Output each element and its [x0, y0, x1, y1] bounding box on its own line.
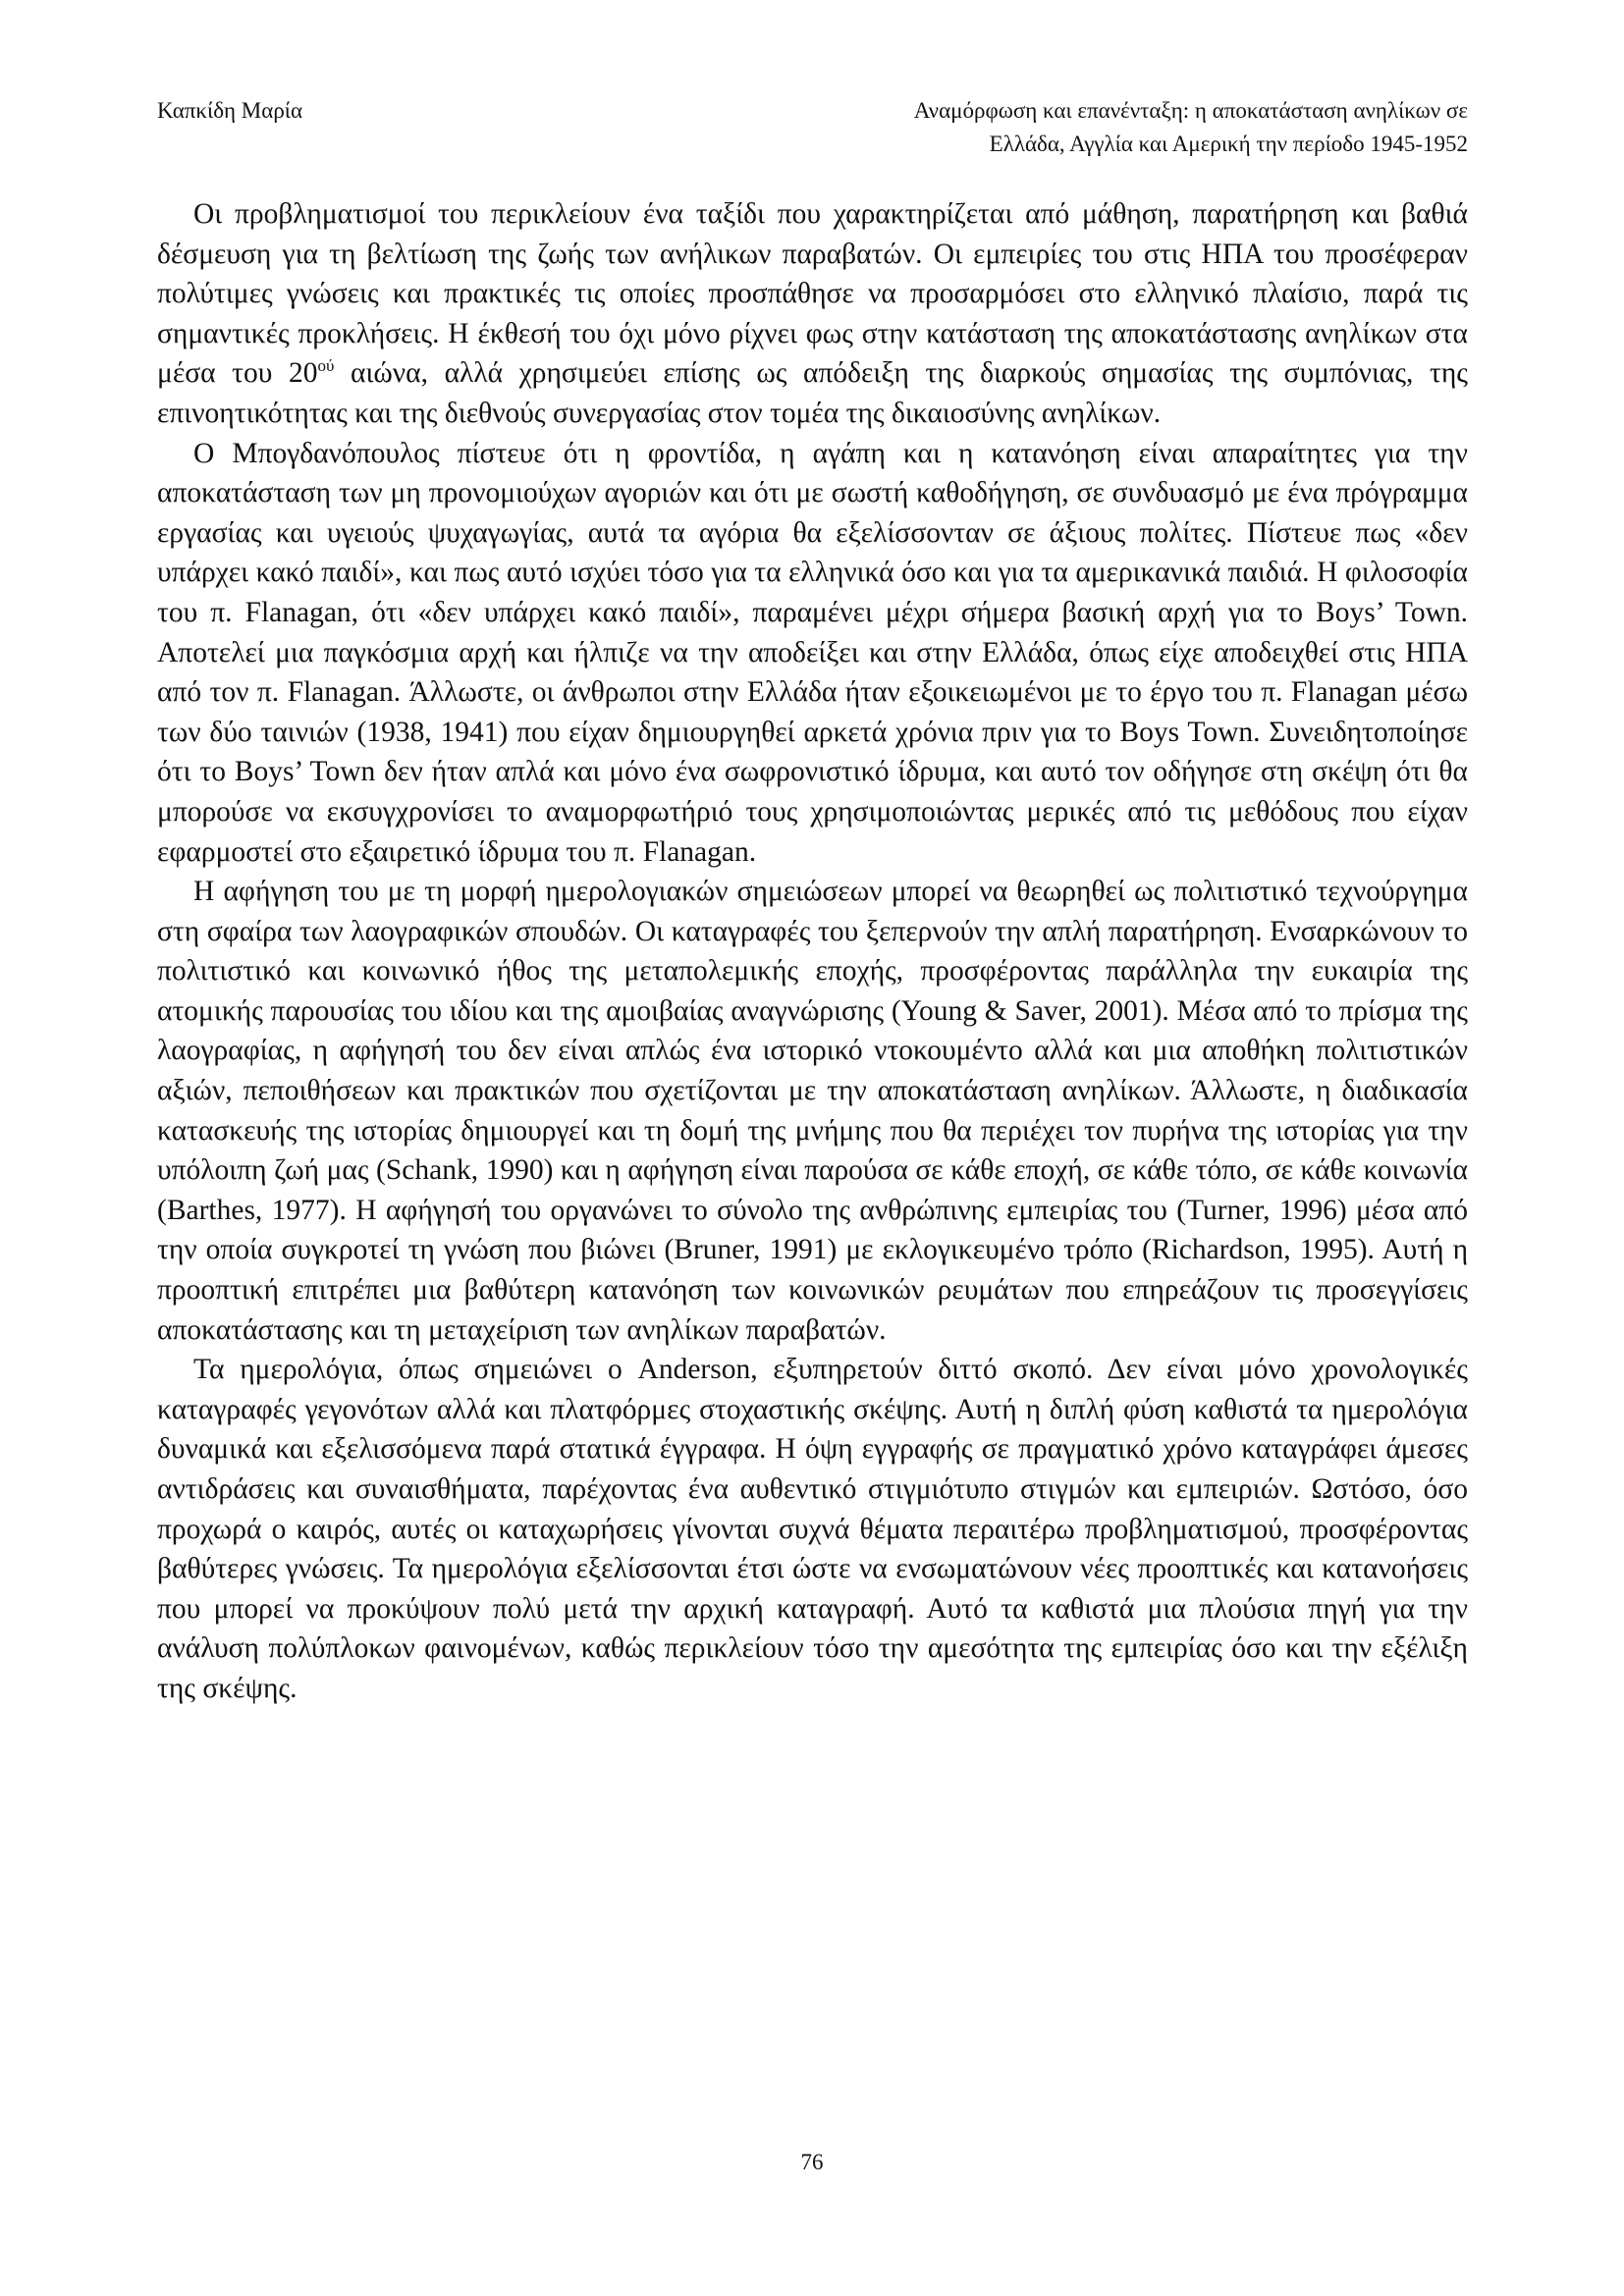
- paragraph-1-text-b: αιώνα, αλλά χρησιμεύει επίσης ως απόδειξη της διαρκούς σημασίας της συμπόνιας, της επινοητικότητας και της διεθνούς συνεργασίας στον τομέα της δικαιοσύνης ανηλίκων.: [157, 357, 1468, 429]
- header-title: [914, 94, 1468, 161]
- body-text: [157, 194, 1468, 1709]
- paragraph-1: [157, 194, 1468, 434]
- ordinal-superscript: ού: [317, 356, 335, 376]
- paragraph-1-text-a: Οι προβληματισμοί του περικλείουν ένα ταξίδι που χαρακτηρίζεται από μάθηση, παρατήρηση και βαθιά δέσμευση για τη βελτίωση της ζωής των ανήλικων παραβατών. Οι εμπειρίες του στις ΗΠΑ του προσέφεραν πολύτιμες γνώσεις και πρακτικές τις οποίες προσπάθησε να προσαρμόσει στο ελληνικό πλαίσιο, παρά τις σημαντικές προκλήσεις. Η έκθεσή του όχι μόνο ρίχνει φως στην κατάσταση της αποκατάστασης ανηλίκων στα μέσα του 20: [157, 198, 1468, 390]
- header-title-line-1: Αναμόρφωση και επανένταξη: η αποκατάσταση ανηλίκων σε: [913, 98, 1468, 123]
- paragraph-3: Η αφήγηση του με τη μορφή ημερολογιακών σημειώσεων μπορεί να θεωρηθεί ως πολιτιστικό τεχνούργημα στη σφαίρα των λαογραφικών σπουδών. Οι καταγραφές του ξεπερνούν την απλή παρατήρηση. Ενσαρκώνουν το πολιτιστικό και κοινωνικό ήθος της μεταπολεμικής εποχής, προσφέροντας παράλληλα την ευκαιρία της ατομικής παρουσίας του ιδίου και της αμοιβαίας αναγνώρισης (Young & Saver, 2001). Μέσα από το πρίσμα της λαογραφίας, η αφήγησή του δεν είναι απλώς ένα ιστορικό ντοκουμέντο αλλά και μια αποθήκη πολιτιστικών αξιών, πεποιθήσεων και πρακτικών που σχετίζονται με την αποκατάσταση ανηλίκων. Άλλωστε, η διαδικασία κατασκευής της ιστορίας δημιουργεί και τη δομή της μνήμης που θα περιέχει τον πυρήνα της ιστορίας για την υπόλοιπη ζωή μας (Schank, 1990) και η αφήγηση είναι παρούσα σε κάθε εποχή, σε κάθε τόπο, σε κάθε κοινωνία (Barthes, 1977). Η αφήγησή του οργανώνει το σύνολο της ανθρώπινης εμπειρίας του (Turner, 1996) μέσα από την οποία συγκροτεί τη γνώση που βιώνει (Bruner, 1991) με εκλογικευμένο τρόπο (Richardson, 1995). Αυτή η προοπτική επιτρέπει μια βαθύτερη κατανόηση των κοινωνικών ρευμάτων που επηρεάζουν τις προσεγγίσεις αποκατάστασης και τη μεταχείριση των ανηλίκων παραβατών.: [157, 876, 1468, 1346]
- paragraph-2: Ο Μπογδανόπουλος πίστευε ότι η φροντίδα, η αγάπη και η κατανόηση είναι απαραίτητες για την αποκατάσταση των μη προνομιούχων αγοριών και ότι με σωστή καθοδήγηση, σε συνδυασμό με ένα πρόγραμμα εργασίας και υγειούς ψυχαγωγίας, αυτά τα αγόρια θα εξελίσσονταν σε άξιους πολίτες. Πίστευε πως «δεν υπάρχει κακό παιδί», και πως αυτό ισχύει τόσο για τα ελληνικά όσο και για τα αμερικανικά παιδιά. Η φιλοσοφία του π. Flanagan, ότι «δεν υπάρχει κακό παιδί», παραμένει μέχρι σήμερα βασική αρχή για το Boys’ Town. Αποτελεί μια παγκόσμια αρχή και ήλπιζε να την αποδείξει και στην Ελλάδα, όπως είχε αποδειχθεί στις ΗΠΑ από τον π. Flanagan. Άλλωστε, οι άνθρωποι στην Ελλάδα ήταν εξοικειωμένοι με το έργο του π. Flanagan μέσω των δύο ταινιών (1938, 1941) που είχαν δημιουργηθεί αρκετά χρόνια πριν για το Boys Town. Συνειδητοποίησε ότι το Boys’ Town δεν ήταν απλά και μόνο ένα σωφρονιστικό ίδρυμα, και αυτό τον οδήγησε στη σκέψη ότι θα μπορούσε να εκσυγχρονίσει το αναμορφωτήριό τους χρησιμοποιώντας μερικές από τις μεθόδους που είχαν εφαρμοστεί στο εξαιρετικό ίδρυμα του π. Flanagan.: [157, 437, 1468, 868]
- page-number: 76: [800, 2150, 824, 2174]
- header-author: Καπκίδη Μαρία: [157, 98, 303, 123]
- header-title-line-2: Ελλάδα, Αγγλία και Αμερική την περίοδο 1945-1952: [989, 132, 1468, 156]
- paragraph-4: Τα ημερολόγια, όπως σημειώνει ο Anderson, εξυπηρετούν διττό σκοπό. Δεν είναι μόνο χρονολογικές καταγραφές γεγονότων αλλά και πλατφόρμες στοχαστικής σκέψης. Αυτή η διπλή φύση καθιστά τα ημερολόγια δυναμικά και εξελισσόμενα παρά στατικά έγγραφα. Η όψη εγγραφής σε πραγματικό χρόνο καταγράφει άμεσες αντιδράσεις και συναισθήματα, παρέχοντας ένα αυθεντικό στιγμιότυπο στιγμών και εμπειριών. Ωστόσο, όσο προχωρά ο καιρός, αυτές οι καταχωρήσεις γίνονται συχνά θέματα περαιτέρω προβληματισμού, προσφέροντας βαθύτερες γνώσεις. Τα ημερολόγια εξελίσσονται έτσι ώστε να ενσωματώνουν νέες προοπτικές και κατανοήσεις που μπορεί να προκύψουν πολύ μετά την αρχική καταγραφή. Αυτό τα καθιστά μια πλούσια πηγή για την ανάλυση πολύπλοκων φαινομένων, καθώς περικλείουν τόσο την αμεσότητα της εμπειρίας όσο και την εξέλιξη της σκέψης.: [157, 1354, 1468, 1704]
